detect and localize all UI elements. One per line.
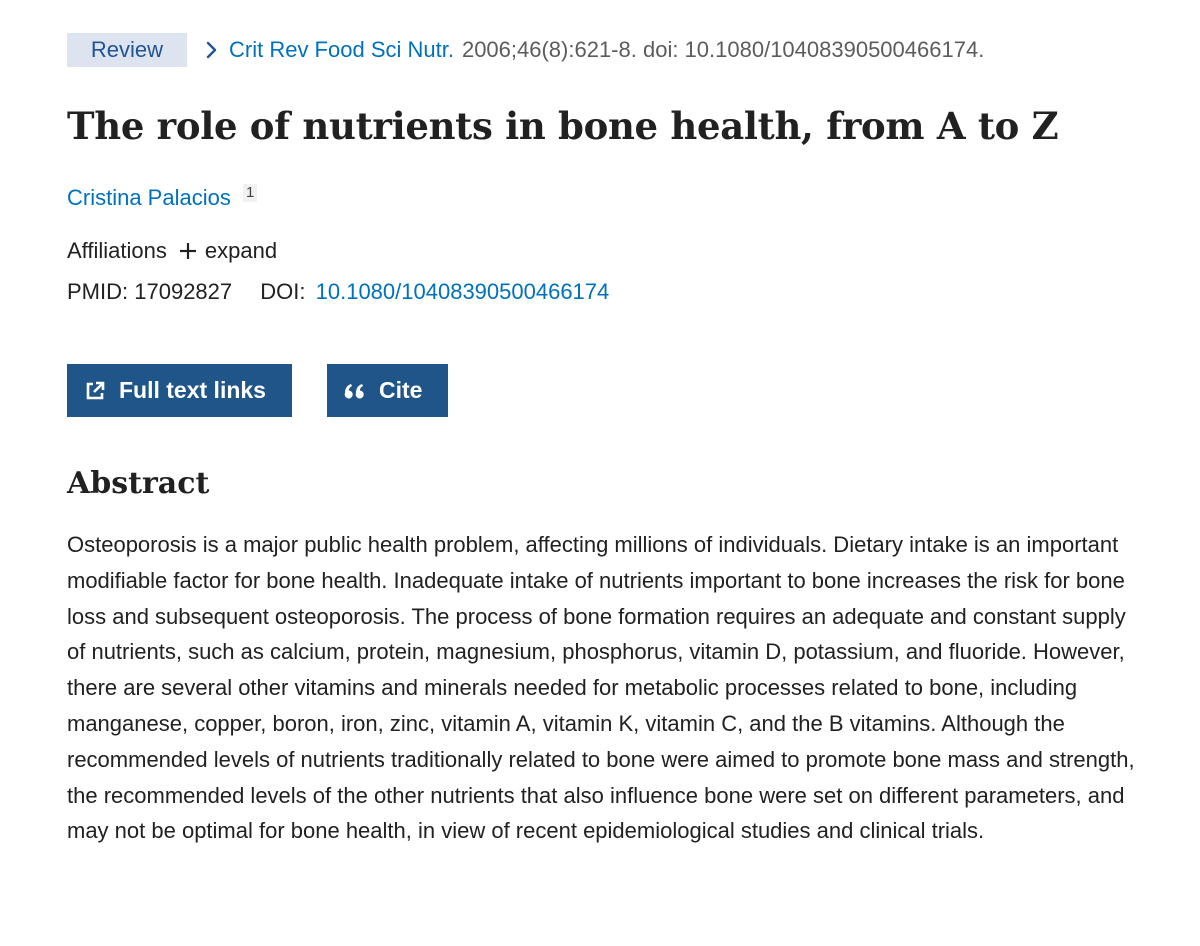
abstract-text: Osteoporosis is a major public health problem, affecting millions of individuals. Dietary intake is an important modifiable factor for bone health. Inadequate intake of nutrients important to bone increases the risk for bone loss and subsequent osteoporosis. The process of bone formation requires an adequate and constant supply of nutrients, such as calcium, protein, magnesium, phosphorus, vitamin D, potassium, and fluoride. However, there are several other vitamins and minerals needed for metabolic processes related to bone, including manganese, copper, boron, iron, zinc, vitamin A, vitamin K, vitamin C, and the B vitamins. Although the recommended levels of nutrients traditionally related to bone were aimed to promote bone mass and strength, the recommended levels of the other nutrients that also influence bone were set on different parameters, and may not be optimal for bone health, in view of recent epidemiological studies and clinical trials. — [67, 532, 1135, 844]
expand-affiliations-button[interactable] — [179, 238, 277, 264]
full-text-links-label: Full text links — [119, 377, 266, 403]
doi-label: DOI: — [260, 279, 306, 304]
affiliations-label: Affiliations — [67, 238, 167, 263]
article-title: The role of nutrients in bone health, from A to Z — [67, 104, 1059, 148]
expand-label: expand — [204, 238, 278, 263]
plus-icon — [179, 240, 197, 262]
cite-button[interactable] — [327, 364, 448, 417]
publication-line — [67, 33, 984, 67]
full-text-links-button[interactable] — [67, 364, 292, 417]
abstract-heading: Abstract — [67, 466, 210, 501]
citation-text: 2006;46(8):621-8. doi: 10.1080/10408390500466174. — [461, 37, 985, 62]
quote-icon — [344, 383, 366, 399]
external-link-icon — [85, 381, 105, 401]
author-list — [67, 184, 257, 211]
author-link[interactable]: Cristina Palacios — [67, 185, 231, 210]
cite-label: Cite — [379, 377, 423, 403]
identifiers-row — [67, 279, 609, 305]
doi-link[interactable]: 10.1080/10408390500466174 — [315, 279, 610, 304]
affiliation-ref[interactable]: 1 — [243, 184, 257, 202]
journal-link[interactable]: Crit Rev Food Sci Nutr. — [229, 37, 454, 62]
pmid-label: PMID: — [67, 279, 129, 304]
affiliations-row — [67, 238, 277, 264]
article-type-badge: Review — [67, 33, 187, 67]
pmid-value: 17092827 — [134, 279, 233, 304]
chevron-right-icon[interactable] — [205, 40, 219, 60]
